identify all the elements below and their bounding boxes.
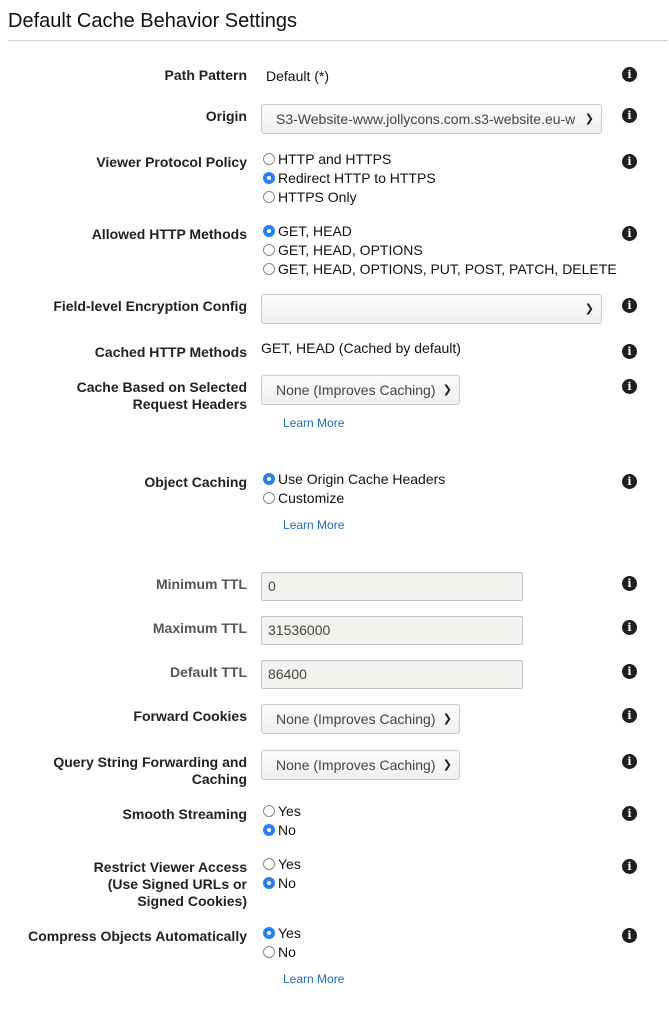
query-string-value: None (Improves Caching) [276,757,436,773]
object-caching-option[interactable]: Customize [263,489,344,508]
fle-config-label: Field-level Encryption Config [53,298,247,314]
info-icon[interactable]: i [622,108,637,123]
viewer-protocol-option[interactable]: HTTP and HTTPS [263,150,391,169]
info-icon[interactable]: i [622,806,637,821]
min-ttl-input[interactable]: 0 [261,572,523,601]
cache-headers-label: Cache Based on Selected Request Headers [76,379,247,412]
path-pattern-label: Path Pattern [164,67,247,83]
cache-headers-value: None (Improves Caching) [276,382,436,398]
chevron-down-icon: ❯ [442,712,452,725]
cached-methods-value: GET, HEAD (Cached by default) [261,340,461,356]
cached-methods-label: Cached HTTP Methods [94,344,247,360]
radio-button[interactable] [263,244,275,256]
chevron-down-icon: ❯ [442,758,452,771]
allowed-methods-option[interactable]: GET, HEAD [263,222,352,241]
default-ttl-label: Default TTL [170,664,247,680]
allowed-methods-option[interactable]: GET, HEAD, OPTIONS [263,241,423,260]
info-icon[interactable]: i [622,154,637,169]
viewer-protocol-label: Viewer Protocol Policy [96,154,247,170]
restrict-viewer-label: Restrict Viewer Access (Use Signed URLs or Signed Cookies) [93,859,247,909]
info-icon[interactable]: i [622,67,637,82]
info-icon[interactable]: i [622,928,637,943]
compress-option[interactable]: Yes [263,924,301,943]
path-pattern-value: Default (*) [266,68,330,84]
radio-button[interactable] [263,824,275,836]
restrict-viewer-option[interactable]: No [263,874,296,893]
info-icon[interactable]: i [622,474,637,489]
cache-headers-select[interactable] [261,375,460,405]
query-string-label: Query String Forwarding and Caching [53,754,247,787]
radio-button[interactable] [263,877,275,889]
radio-button[interactable] [263,805,275,817]
object-caching-option[interactable]: Use Origin Cache Headers [263,470,445,489]
min-ttl-label: Minimum TTL [156,576,247,592]
forward-cookies-label: Forward Cookies [133,708,247,724]
origin-select[interactable] [261,104,602,134]
chevron-down-icon: ❯ [584,302,594,315]
forward-cookies-select[interactable] [261,704,460,734]
radio-button[interactable] [263,492,275,504]
restrict-viewer-option[interactable]: Yes [263,855,301,874]
smooth-streaming-label: Smooth Streaming [122,806,247,822]
radio-button[interactable] [263,225,275,237]
origin-label: Origin [205,108,247,124]
smooth-streaming-option[interactable]: No [263,821,296,840]
info-icon[interactable]: i [622,226,637,241]
radio-button[interactable] [263,191,275,203]
learn-more-link[interactable]: Learn More [283,972,345,986]
radio-button[interactable] [263,946,275,958]
info-icon[interactable]: i [622,620,637,635]
info-icon[interactable]: i [622,754,637,769]
compress-option[interactable]: No [263,943,296,962]
fle-config-select[interactable] [261,294,602,324]
info-icon[interactable]: i [622,859,637,874]
radio-button[interactable] [263,858,275,870]
page-title: Default Cache Behavior Settings [8,10,668,41]
radio-button[interactable] [263,172,275,184]
smooth-streaming-option[interactable]: Yes [263,802,301,821]
learn-more-link[interactable]: Learn More [283,518,345,532]
info-icon[interactable]: i [622,664,637,679]
info-icon[interactable]: i [622,576,637,591]
info-icon[interactable]: i [622,708,637,723]
info-icon[interactable]: i [622,298,637,313]
origin-select-value: S3-Website-www.jollycons.com.s3-website.eu-w [276,111,575,127]
radio-button[interactable] [263,473,275,485]
allowed-methods-option[interactable]: GET, HEAD, OPTIONS, PUT, POST, PATCH, DELETE [263,260,617,279]
compress-label: Compress Objects Automatically [28,928,247,944]
radio-button[interactable] [263,263,275,275]
allowed-methods-label: Allowed HTTP Methods [91,226,247,242]
chevron-down-icon: ❯ [442,383,452,396]
radio-button[interactable] [263,927,275,939]
query-string-select[interactable] [261,750,460,780]
viewer-protocol-option[interactable]: Redirect HTTP to HTTPS [263,169,436,188]
viewer-protocol-option[interactable]: HTTPS Only [263,188,357,207]
object-caching-label: Object Caching [144,474,247,490]
max-ttl-label: Maximum TTL [152,620,247,636]
learn-more-link[interactable]: Learn More [283,416,345,430]
radio-button[interactable] [263,153,275,165]
forward-cookies-value: None (Improves Caching) [276,711,436,727]
chevron-down-icon: ❯ [584,112,594,125]
max-ttl-input[interactable]: 31536000 [261,616,523,645]
default-ttl-input[interactable]: 86400 [261,660,523,689]
info-icon[interactable]: i [622,379,637,394]
info-icon[interactable]: i [622,344,637,359]
